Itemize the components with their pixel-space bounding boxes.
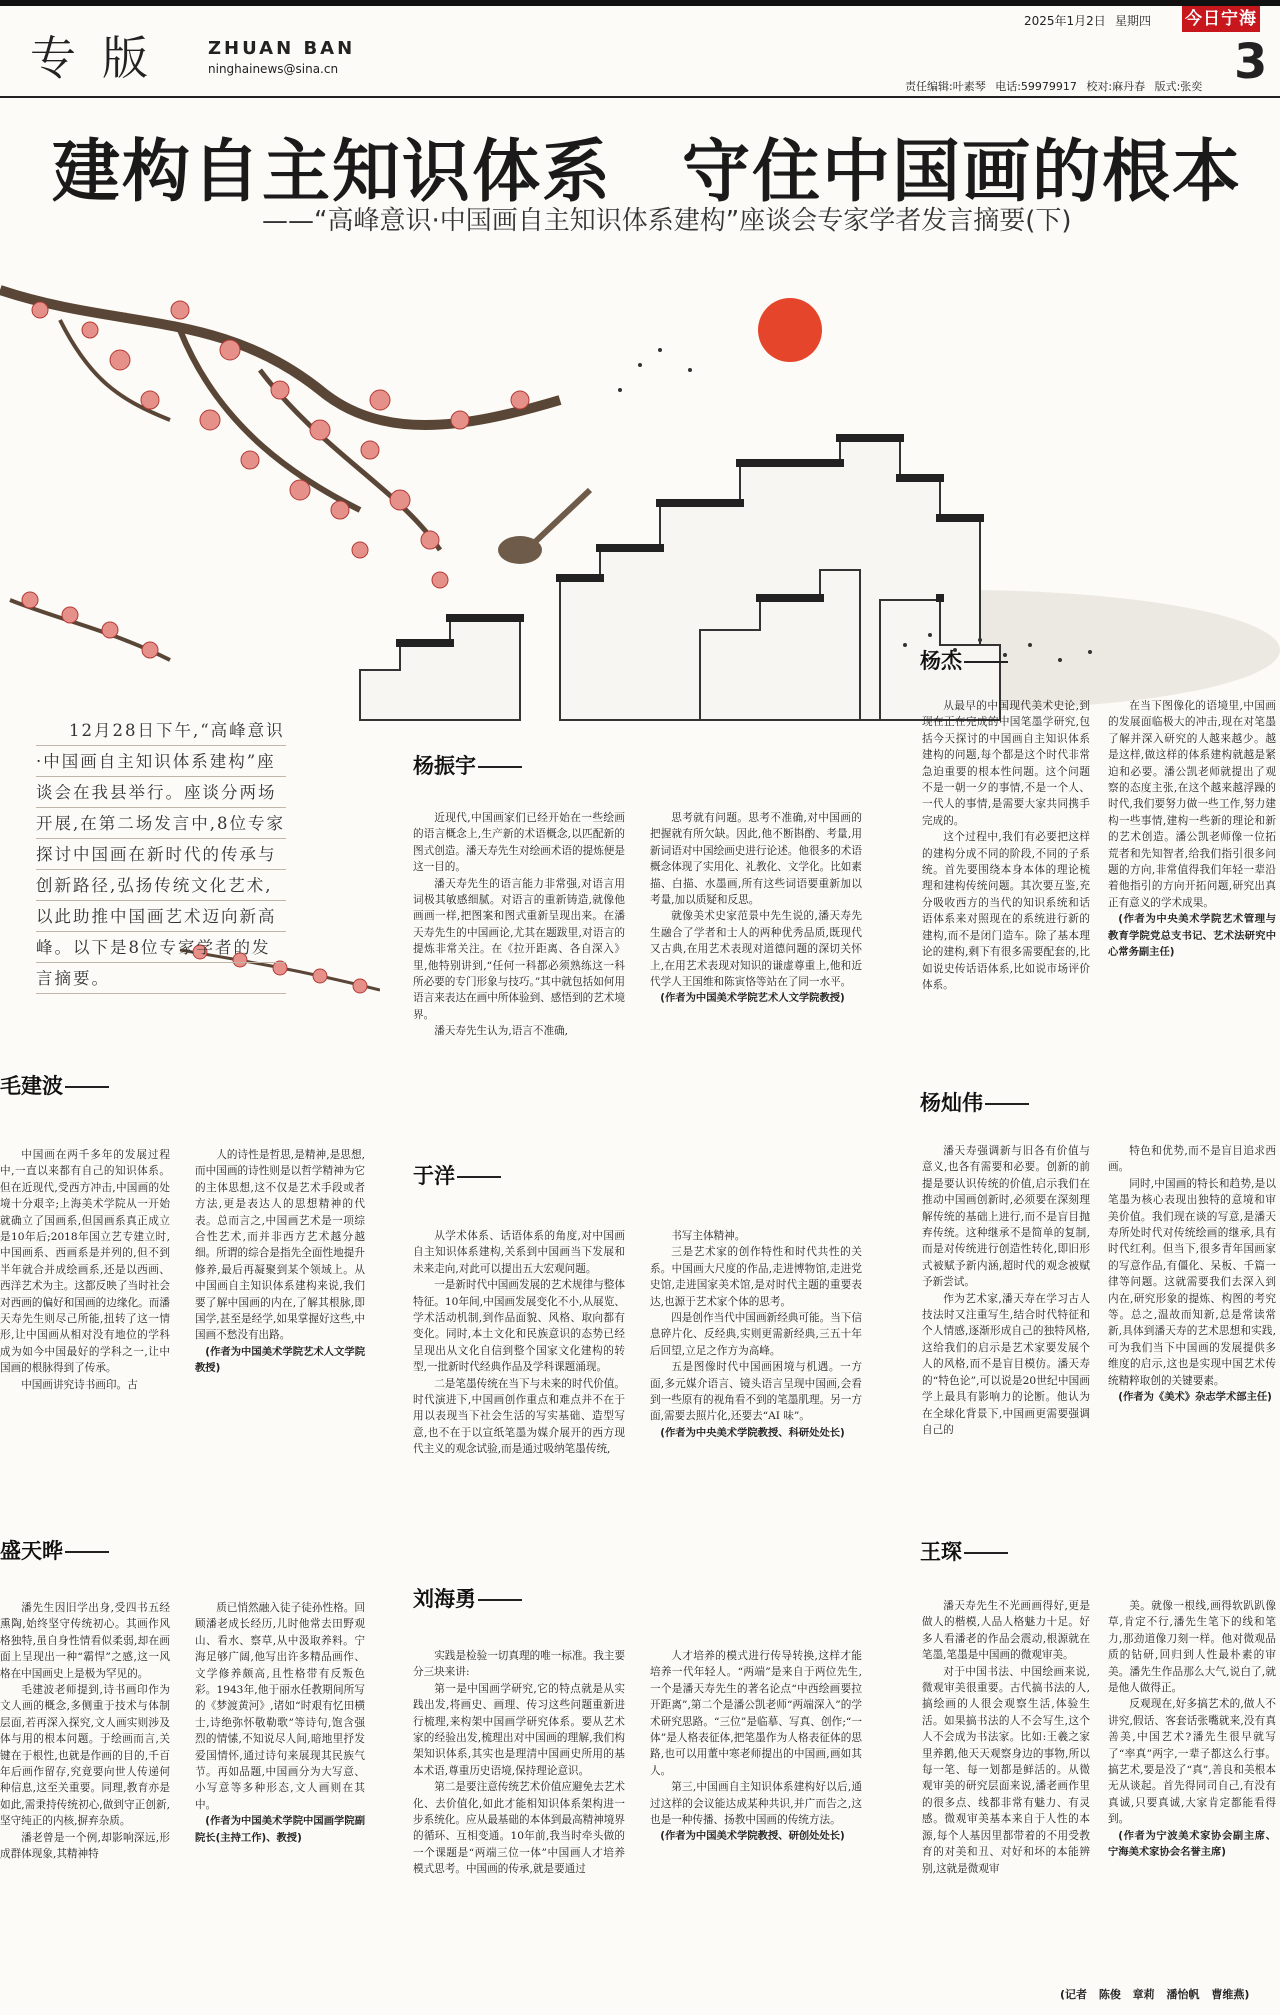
reporter-credit: (记者 陈俊 章莉 潘怡帆 曹维燕)	[1060, 1988, 1250, 2001]
section-name: 专版	[30, 31, 174, 85]
author-note: (作者为宁波美术家协会副主席、宁海美术家协会名誉主席)	[1108, 1829, 1276, 1859]
article-sheng-col2: 质已悄然融入徒子徒孙性格。回顾潘老成长经历,儿时他常去田野观山、看水、察草,从中汲取养料。宁海足够广阔,他写出许多精品画作、文学修养颇高,且性格带有反叛色彩。1943年,他于丽水任教期间所写的《梦渡黄河》,诸如“时艰有忆田横士,诗绝弥怀敬勒歌”等诗句,饱含强烈的情愫,不知说尽人间,暗地里抒发爱国情怀,通过诗句来展现其民族气节。再如品题,中国画分为大写意、小写意等多种形态,文人画则在其中。 (作者为中国美术学院中国画学院副院长(主持工作)、教授)	[195, 1600, 365, 1846]
small-plum-branch-icon	[10, 592, 170, 660]
speaker-mao-jianbo: 毛建波	[0, 1070, 109, 1100]
intro-paragraph: 12月28日下午,“高峰意识·中国画自主知识体系建构”座谈会在我县举行。座谈分两场开展,在第二场发言中,8位专家探讨中国画在新时代的传承与创新路径,弘扬传统文化艺术,以此助推中国画艺术迈向新高峰。以下是8位专家学者的发言摘要。	[36, 715, 286, 994]
issue-date: 2025年1月2日	[1024, 14, 1106, 28]
author-note: (作者为中国美术学院艺术人文学院教授)	[660, 992, 845, 1005]
headline: 建构自主知识体系 守住中国画的根本	[52, 133, 1243, 212]
author-note: (作者为中央美术学院艺术管理与教育学院党总支书记、艺术法研究中心常务副主任)	[1108, 913, 1276, 959]
top-bar	[0, 0, 1280, 6]
section-pinyin: ZHUAN BAN	[208, 38, 356, 59]
plum-blossom-icon	[0, 290, 560, 588]
article-yang-zhiwei-col2: 特色和优势,而不是盲目追求西画。 同时,中国画的特长和趋势,是以笔墨为核心表现出独特的意境和审美价值。我们现在谈的写意,是潘天寿所处时代对传统绘画的继承,具有时代红利。但当下,很多青年国画家的写意作品,有僵化、呆板、千篇一律等问题。这就需要我们去深入到内在,研究形象的提炼、构图的考究等。总之,温故而知新,总是常读常新,具体到潘天寿的艺术思想和实践,可为我们当下中国画的发展提供多维度的启示,这也是实现中国艺术传统精粹取创的关键要素。 (作者为《美术》杂志学术部主任)	[1108, 1143, 1276, 1406]
author-note: (作者为中央美术学院教授、科研处处长)	[660, 1426, 845, 1439]
article-wang-col2: 美。就像一根线,画得软趴趴像草,肯定不行,潘先生笔下的线和笔力,那劲道像刀刻一样。他对微观品质的钻研,回归到人性最朴素的审美。潘先生作品那么大气,说白了,就是他人做得正。 反观现在,好多搞艺术的,做人不讲究,假话、客套话张嘴就来,没有真善美,中国艺术?潘先生很早就写了“率真”两字,一辈子都这么行事。搞艺术,要是没了“真”,善良和美根本无从谈起。首先得同司自己,有没有真诚,只要真诚,大家肯定都能看得到。 (作者为宁波美术家协会副主席、宁海美术家协会名誉主席)	[1108, 1598, 1276, 1861]
speaker-wang-chen: 王琛	[920, 1536, 1008, 1566]
header-rule	[0, 96, 1280, 98]
article-yu-yang-col2: 书写主体精神。 三是艺术家的创作特性和时代共性的关系。中国画大尺度的作品,走进博物馆,走进党史馆,走进国家美术馆,是对时代主题的重要表达,也源于艺术家个体的思考。 四是创作当代中国画新经典可能。当下信息碎片化、反经典,实则更需新经典,三五十年后回望,立足之作方为高峰。 五是图像时代中国画困境与机遇。一方面,多元媒介语言、镜头语言呈现中国画,会看到一些原有的视角看不到的笔墨肌理。另一方面,需要去照片化,还要去“AI 味”。 (作者为中央美术学院教授、科研处处长)	[650, 1228, 862, 1441]
section-email[interactable]: ninghainews@sina.cn	[208, 62, 339, 76]
article-mao-col1: 中国画在两千多年的发展过程中,一直以来都有自己的知识体系。但在近现代,受西方冲击,中国画的处境十分艰辛;上海美术学院从一开始就确立了国画系,但国画系真正成立是10年后;2018年国立艺专建立时,中国画系、西画系是并列的,但不到半年就合并成绘画系,还是以西画、西洋艺术为主。这都反映了当时社会对西画的偏好和国画的边缘化。而潘天寿先生则尽己所能,扭转了这一情形,让中国画从相对没有地位的学科成为如今中国最好的学科之一,让中国画的根脉得到了传承。 中国画讲究诗书画印。古	[0, 1149, 170, 1391]
speaker-yang-zhiwei: 杨灿伟	[920, 1087, 1029, 1117]
article-liu-col2: 人才培养的模式进行传导转换,这样才能培养一代年轻人。“两端”是来自于两位先生,一个是潘天寿先生的著名论点“中西绘画要拉开距离”,第二个是潘公凯老师“两端深入”的学术研究思路。“三位”是临摹、写真、创作;“一体”是人格表征体,把笔墨作为人格表征体的思路,也可以用董中寒老师提出的中国画,画如其人。 第三,中国画自主知识体系建构好以后,通过这样的会议能达成某种共识,并广而告之,这也是一种传播、扬教中国画的传统方法。 (作者为中国美术学院教授、研创处处长)	[650, 1648, 862, 1845]
speaker-yang-zhenyu: 杨振宇	[413, 750, 522, 780]
author-note: (作者为《美术》杂志学术部主任)	[1118, 1391, 1272, 1404]
speaker-sheng-tianye: 盛天晔	[0, 1535, 109, 1565]
author-note: (作者为中国美术学院中国画学院副院长(主持工作)、教授)	[195, 1815, 365, 1844]
speaker-liu-haiyong: 刘海勇	[413, 1583, 522, 1613]
author-note: (作者为中国美术学院艺术人文学院教授)	[195, 1345, 365, 1375]
article-yang-zhiwei-col1: 潘天寿强调新与旧各有价值与意义,也各有需要和必要。创新的前提是要认识传统的价值,启示我们在推动中国画创新时,必须要在深刻理解传统的基础上进行,而不是盲目抛弃传统。这种继承不是简单的复制,而是对传统进行创造性转化,即旧形式被赋予新内涵,超时代的观念被赋予新尝试。 作为艺术家,潘天寿在学习古人技法时又注重写生,结合时代特征和个人情感,逐渐形成自己的独特风格,这给我们的启示是艺术家要发展个人的风格,而不是盲目模仿。潘天寿的“特色论”,可以说是20世纪中国画学上最具有影响力的论断。他认为在全球化背景下,中国画更需要强调自己的	[922, 1145, 1090, 1436]
article-sheng-col1: 潘先生因旧学出身,受四书五经熏陶,始终坚守传统初心。其画作风格独特,虽自身性情看似柔弱,却在画面上呈现出一种“霸悍”之感,这一风格在中国画史上是极为罕见的。 毛建波老师提到,诗书画印作为文人画的概念,多侧重于技术与体制层面,若再深入探究,文人画实则涉及体与用的根本问题。于绘画而言,关键在于根性,也就是作画的目的,千百年后画作留存,究竟要向世人传递何种信息,这至关重要。同理,教育亦是如此,需秉持传统初心,做到守正创新,坚守纯正的内核,摒弃杂质。 潘老曾是一个例,却影响深远,形成群体现象,其精神特	[0, 1602, 170, 1861]
article-yang-zhenyu-col1: 近现代,中国画家们已经开始在一些绘画的语言概念上,生产新的术语概念,以匹配新的图式创造。潘天寿先生对绘画术语的提炼便是这一目的。 潘天寿先生的语言能力非常强,对语言用词极其敏感细腻。对语言的重新铸造,就像他画画一样,把图案和图式重新呈现出来。在潘天寿先生的中国画论,尤其在题跋里,对语言的提炼非常关注。在《拉开距离、各自深入》里,他特别讲到,“任何一科都必须熟练这一科所必要的专门形象与技巧。”其中就包括如何用语言来表达在画中所体验到、感悟到的艺术境界。 潘天寿先生认为,语言不准确,	[413, 812, 625, 1038]
red-sun-icon	[758, 298, 822, 362]
article-wang-col1: 潘天寿先生不光画画得好,更是做人的楷模,人品人格魅力十足。好多人看潘老的作品会震动,根源就在笔墨,笔墨是中国画的微观审美。 对于中国书法、中国绘画来说,微观审美很重要。古代搞书法的人,搞绘画的人很会观察生活,体验生活。如果搞书法的人不会写生,这个人不会成为书法家。比如:王羲之家里养鹅,他天天观察身边的事物,所以每一笔、每一划都是鲜活的。从微观审美的研究层面来说,潘老画作里的很多点、线都非常有魅力、有灵感。微观审美基本来自于人性的本源,每个人基因里都带着的不用受教育的对美和丑、对好和坏的本能辨别,这就是微观审	[922, 1600, 1090, 1875]
speaker-yu-yang: 于洋	[413, 1160, 501, 1190]
speaker-yang-jie: 杨杰	[920, 645, 1008, 675]
page-number: 3	[1234, 34, 1268, 90]
perched-bird-icon	[498, 490, 590, 564]
illustration-wall-and-plum	[0, 250, 1280, 730]
article-yang-jie-col1: 从最早的中国现代美术史论,到现在正在完成的中国笔墨学研究,包括今天探讨的中国画自主知识体系建构的问题,每个都是这个时代非常急迫重要的根本性问题。这个问题不是一朝一夕的事情,不是一个人、一代人的事情,是需要大家共同携手完成的。 这个过程中,我们有必要把这样的建构分成不同的阶段,不同的子系统。首先要围绕本身本体的理论梳理和建构传统问题。其次要互鉴,充分吸收西方的当代的知识系统和话语体系来对照现在的系统进行新的建构,而不是闭门造车。除了基本理论的建构,剩下有很多需要配套的,比如说史传话语体系,比如说市场评价体系。	[922, 700, 1090, 991]
article-yang-zhenyu-col2: 思考就有问题。思考不准确,对中国画的把握就有所欠缺。因此,他不断斟酌、考量,用新词语对中国绘画史进行论述。他很多的术语概念体现了实用化、礼教化、文学化。比如素描、白描、水墨画,所有这些词语要重新加以考量,加以质疑和反思。 就像美术史家范景中先生说的,潘天寿先生融合了学者和士人的两种优秀品质,既现代又古典,在用艺术表现对道德问题的深切关怀上,在用艺术表现对知识的谦虚尊重上,他和近代学人王国维和陈寅恪等站在了同一水平。 (作者为中国美术学院艺术人文学院教授)	[650, 810, 862, 1007]
issue-weekday: 星期四	[1115, 14, 1152, 28]
article-yu-yang-col1: 从学术体系、话语体系的角度,对中国画自主知识体系建构,关系到中国画当下发展和未来走向,对此可以提出五大宏观问题。 一是新时代中国画发展的艺术规律与整体特征。10年间,中国画发展变化不小,从展览、学术活动机制,到作品面貌、风格、取向都有变化。同时,本土文化和民族意识的态势已经呈现出从文化自信到整个国家文化建构的转型,一批新时代经典作品及学科课题涌现。 二是笔墨传统在当下与未来的时代价值。时代演进下,中国画创作重点和难点并不在于用以表现当下社会生活的写实基础、造型写意,也不在于以宣纸笔墨为媒介展开的西方现代主义的观念试验,而是通过吸纳笔墨传统,	[413, 1230, 625, 1456]
editor-line: 责任编辑:叶素琴 电话:59979917 校对:麻丹春 版式:张奕	[905, 80, 1203, 93]
subheadline: ——“高峰意识·中国画自主知识体系建构”座谈会专家学者发言摘要(下)	[262, 206, 1072, 236]
article-yang-jie-col2: 在当下图像化的语境里,中国画的发展面临极大的冲击,现在对笔墨了解并深入研究的人越来越少。越是这样,做这样的体系建构就越是紧迫和必要。潘公凯老师就提出了观察的态度主张,在这个越来越浮躁的时代,我们要努力做一些工作,努力建构一些事情,建构一些新的理论和新的艺术创造。潘公凯老师像一位拓荒者和先知智者,给我们指引很多问题的方向,非常值得我们年轻一辈沿着他指引的方向开拓问题,研究出真正有意义的学术成果。 (作者为中央美术学院艺术管理与教育学院党总支书记、艺术法研究中心常务副主任)	[1108, 698, 1276, 961]
newspaper-logo: 今日宁海	[1182, 6, 1260, 32]
author-note: (作者为中国美术学院教授、研创处处长)	[660, 1830, 845, 1843]
article-mao-col2: 人的诗性是哲思,是精神,是思想,而中国画的诗性则是以哲学精神为它的主体思想,这不仅是艺术手段或者方法,更是表达人的思想精神的代表。总而言之,中国画艺术是一项综合性艺术,而并非西方艺术越分越细。所谓的综合是指先全面性地提升修养,最后再凝聚到某个领域上。从中国画自主知识体系建构来说,我们要了解中国画的内在,了解其根脉,即国学,甚至是经学,如果掌握好这些,中国画不愁没有出路。 (作者为中国美术学院艺术人文学院教授)	[195, 1147, 365, 1377]
article-liu-col1: 实践是检验一切真理的唯一标准。我主要分三块来讲: 第一是中国画学研究,它的特点就是从实践出发,将画史、画理、传习这些问题重新进行梳理,来构架中国画学研究体系。要从艺术家的经验出发,梳理出对中国画的理解,我们构架知识体系,其实也是理清中国画史所用的基本术语,尊重历史语境,保持理论意识。 第二是要注意传统艺术价值应避免去艺术化、去价值化,如此才能相知识体系架构进一步系统化。应从最基础的本体到最高精神境界的循环、互相变通。10年前,我当时牵头做的一个课题是“两端三位一体”中国画人才培养模式思考。中国画的传承,就是要通过	[413, 1650, 625, 1876]
